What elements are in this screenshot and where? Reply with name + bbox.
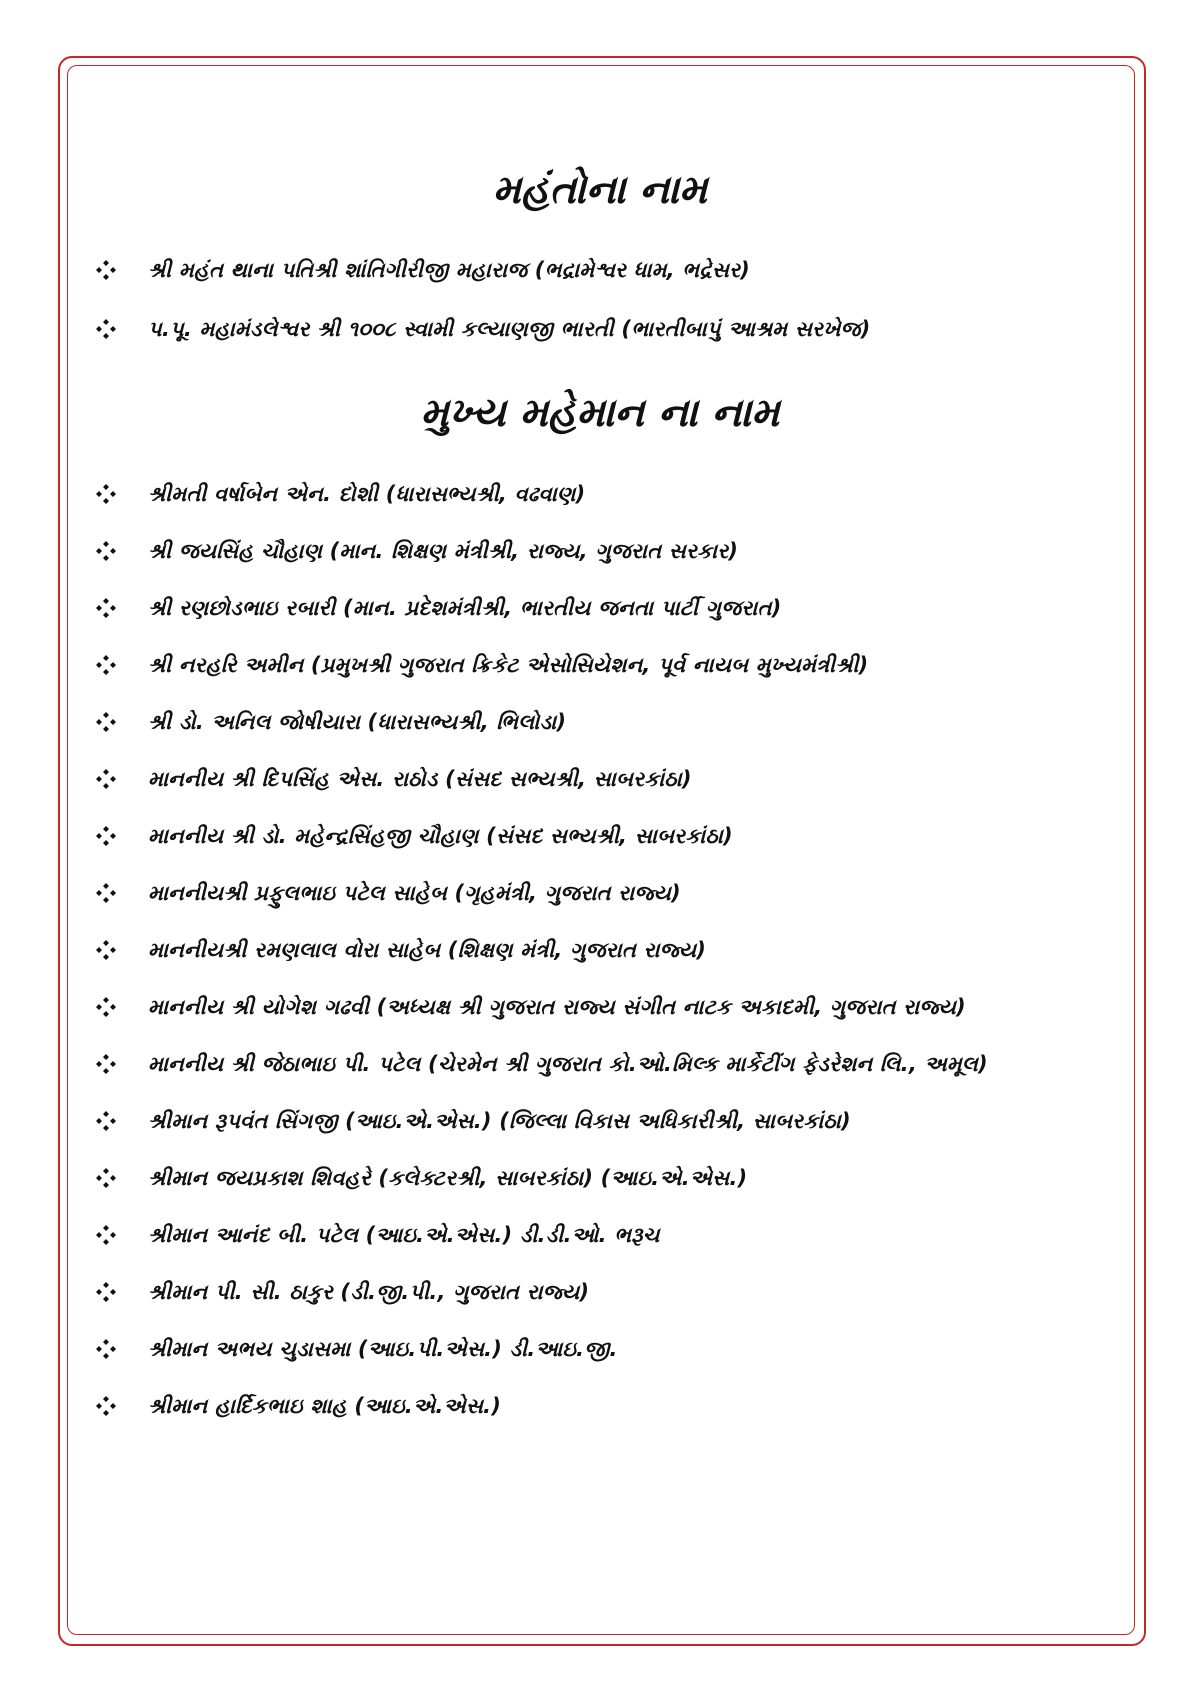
diamond-bullet-icon	[94, 1223, 118, 1247]
guest-name: શ્રીમાન પી. સી. ઠાકુર (ડી.જી.પી., ગુજરાત રાજ્ય)	[148, 1279, 590, 1304]
mahanto-heading: મહંતોના નામ	[492, 167, 708, 213]
diamond-bullet-icon	[94, 995, 118, 1019]
diamond-bullet-icon	[94, 1280, 118, 1304]
diamond-bullet-icon	[94, 1166, 118, 1190]
guest-name: માનનીયશ્રી રમણલાલ વોરા સાહેબ (શિક્ષણ મંત્રી, ગુજરાત રાજ્ય)	[148, 937, 707, 962]
guest-name: માનનીય શ્રી દિપસિંહ એસ. રાઠોડ (સંસદ સભ્યશ્રી, સાબરકાંઠા)	[148, 766, 692, 791]
diamond-bullet-icon	[94, 710, 118, 734]
guest-name: શ્રી રણછોડભાઇ રબારી (માન. પ્રદેશમંત્રીશ્રી, ભારતીય જનતા પાર્ટી ગુજરાત)	[148, 595, 782, 620]
list-item	[94, 1218, 660, 1252]
list-item	[94, 876, 681, 910]
diamond-bullet-icon	[94, 258, 118, 282]
diamond-bullet-icon	[94, 938, 118, 962]
list-item	[94, 762, 692, 796]
list-item	[94, 819, 733, 853]
diamond-bullet-icon	[94, 653, 118, 677]
guest-name: શ્રીમતી વર્ષાબેન એન. દોશી (ધારાસભ્યશ્રી, વઢવાણ)	[148, 481, 586, 506]
list-item	[94, 648, 868, 682]
list-item	[94, 705, 566, 739]
diamond-bullet-icon	[94, 824, 118, 848]
guest-name: શ્રીમાન અભય ચુડાસમા (આઇ.પી.એસ.) ડી.આઇ.જી.	[148, 1336, 618, 1361]
diamond-bullet-icon	[94, 1052, 118, 1076]
list-item	[94, 591, 781, 625]
list-item	[94, 1161, 747, 1195]
mahant-name: પ.પૂ. મહામંડલેશ્વર શ્રી ૧૦૦૮ સ્વામી કલ્યાણજી ભારતી (ભારતીબાપુંં આશ્રમ સરખેજ)	[148, 316, 871, 341]
guests-heading: મુખ્ય મહેમાન ના નામ	[420, 390, 780, 436]
list-item	[94, 1332, 618, 1366]
list-item	[94, 990, 966, 1024]
diamond-bullet-icon	[94, 539, 118, 563]
diamond-bullet-icon	[94, 317, 118, 341]
mahant-name: શ્રી મહંત થાના પતિશ્રી શાંતિગીરીજી મહારાજ (ભદ્રામેશ્વર ધામ, ભદ્રેસર)	[148, 257, 750, 282]
guest-name: શ્રીમાન જયપ્રકાશ શિવહરે (કલેક્ટરશ્રી, સાબરકાંઠા) (આઇ.એ.એસ.)	[148, 1165, 748, 1190]
diamond-bullet-icon	[94, 767, 118, 791]
guest-name: માનનીય શ્રી યોગેશ ગઢવી (અધ્યક્ષ શ્રી ગુજરાત રાજ્ય સંગીત નાટક અકાદમી, ગુજરાત રાજ્ય)	[148, 994, 966, 1019]
guest-name: શ્રીમાન રૂપવંત સિંગજી (આઇ.એ.એસ.) (જિલ્લા વિકાસ અધિકારીશ્રી, સાબરકાંઠા)	[148, 1108, 851, 1133]
list-item	[94, 1104, 851, 1138]
guest-name: માનનીયશ્રી પ્રફુલભાઇ પટેલ સાહેબ (ગૃહમંત્રી, ગુજરાત રાજ્ય)	[148, 880, 681, 905]
list-item	[94, 933, 706, 967]
list-item	[94, 477, 585, 511]
diamond-bullet-icon	[94, 1394, 118, 1418]
diamond-bullet-icon	[94, 1337, 118, 1361]
diamond-bullet-icon	[94, 881, 118, 905]
list-item	[94, 534, 738, 568]
list-item	[94, 1389, 501, 1423]
diamond-bullet-icon	[94, 596, 118, 620]
diamond-bullet-icon	[94, 1109, 118, 1133]
guest-name: શ્રીમાન આનંદ બી. પટેલ (આઇ.એ.એસ.) ડી.ડી.ઓ. ભરૂચ	[148, 1222, 660, 1247]
list-item	[94, 312, 870, 346]
diamond-bullet-icon	[94, 482, 118, 506]
guest-name: શ્રી નરહરિ અમીન (પ્રમુખશ્રી ગુજરાત ક્રિકેટ એસોસિયેશન, પૂર્વ નાયબ મુખ્યમંત્રીશ્રી)	[148, 652, 869, 677]
guest-name: શ્રી જયસિંહ ચૌહાણ (માન. શિક્ષણ મંત્રીશ્રી, રાજ્ય, ગુજરાત સરકાર)	[148, 538, 739, 563]
list-item	[94, 1275, 589, 1309]
guest-name: શ્રી ડો. અનિલ જોષીયારા (ધારાસભ્યશ્રી, ભિલોડા)	[148, 709, 567, 734]
guest-name: શ્રીમાન હાર્દિકભાઇ શાહ (આઇ.એ.એસ.)	[148, 1393, 502, 1418]
guest-name: માનનીય શ્રી ડો. મહેન્દ્રસિંહજી ચૌહાણ (સંસદ સભ્યશ્રી, સાબરકાંઠા)	[148, 823, 733, 848]
list-item	[94, 1047, 988, 1081]
guest-name: માનનીય શ્રી જેઠાભાઇ પી. પટેલ (ચેરમેન શ્રી ગુજરાત કો.ઓ.મિલ્ક માર્કેટીંગ ફેડરેશન લિ., અમૂલ)	[148, 1051, 988, 1076]
list-item	[94, 253, 750, 287]
